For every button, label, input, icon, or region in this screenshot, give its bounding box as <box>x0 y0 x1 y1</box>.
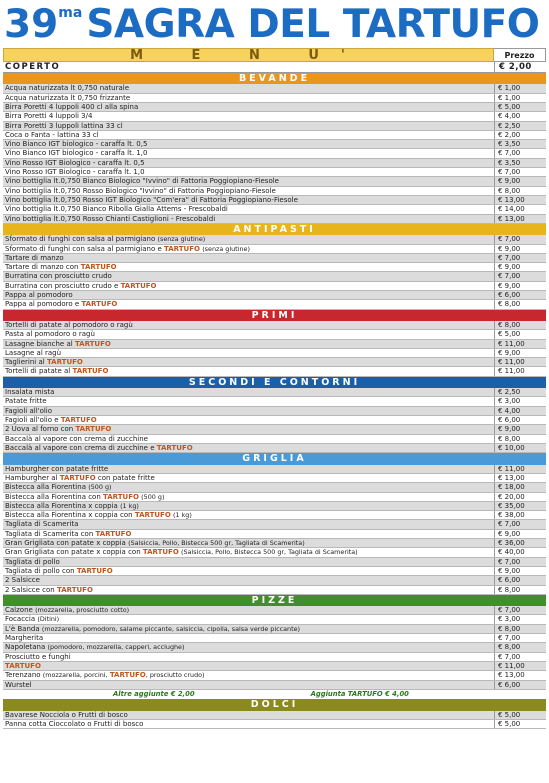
item-name: Calzone (mozzarella, prosciutto cotto) <box>5 606 130 615</box>
item-name: Bistecca alla Fiorentina con TARTUFO (500 g) <box>5 492 165 501</box>
item-name: Fagioli all'olio e TARTUFO <box>5 416 97 425</box>
item-name: Acqua naturizzata lt 0,750 naturale <box>5 84 130 93</box>
item-price: € 13,00 <box>494 474 546 482</box>
item-price: € 8,00 <box>494 300 546 308</box>
menu-item-row <box>3 643 546 652</box>
item-name: Margherita <box>5 634 44 643</box>
menu-item-row <box>3 576 546 585</box>
menu-item-row <box>3 416 546 425</box>
item-name: Lasagne bianche al TARTUFO <box>5 339 111 348</box>
item-price: € 7,00 <box>494 235 546 243</box>
extras-row <box>3 690 546 699</box>
item-price: € 35,00 <box>494 502 546 510</box>
menu-item-row <box>3 131 546 140</box>
menu-item-row <box>3 215 546 224</box>
menu-item-row <box>3 397 546 406</box>
item-name: Burratina con prosciutto crudo e TARTUFO <box>5 281 157 290</box>
item-price: € 9,00 <box>494 567 546 575</box>
item-name: Vino bottiglia lt.0,750 Bianco Biologico "Ivvino" di Fattoria Poggiopiano-Fiesole <box>5 177 279 186</box>
menu-item-row <box>3 159 546 168</box>
item-name: Terenzano (mozzarella, porcini, TARTUFO, prosciutto crudo) <box>5 671 205 680</box>
truffle-highlight: TARTUFO <box>74 339 111 348</box>
menu-item-row <box>3 272 546 281</box>
menu-sections <box>3 73 546 729</box>
item-name: 2 Uova al forno con TARTUFO <box>5 425 112 434</box>
menu-item-row <box>3 435 546 444</box>
menu-item-row <box>3 634 546 643</box>
menu-item-row <box>3 367 546 376</box>
menu-item-row <box>3 558 546 567</box>
item-name: Panna cotta Cioccolato o Frutti di bosco <box>5 719 144 728</box>
menu-item-row <box>3 681 546 690</box>
edition-superscript: ma <box>58 5 83 21</box>
item-price: € 18,00 <box>494 483 546 491</box>
menu-item-row <box>3 168 546 177</box>
item-name: Vino bottiglia lt.0,750 Rosso Biologico "Ivvino" di Fattoria Poggiopiano-Fiesole <box>5 186 276 195</box>
item-name: Sformato di funghi con salsa al parmigiano (senza glutine) <box>5 235 206 244</box>
menu-item-row <box>3 245 546 254</box>
menu-item-row <box>3 530 546 539</box>
item-name: Focaccia (Ditini) <box>5 615 60 624</box>
item-name: Fagioli all'olio <box>5 406 53 415</box>
item-name: Tagliata di pollo con TARTUFO <box>5 566 113 575</box>
truffle-highlight: TARTUFO <box>72 367 109 376</box>
item-price: € 8,00 <box>494 435 546 443</box>
menu-item-row <box>3 349 546 358</box>
truffle-highlight: TARTUFO <box>59 473 96 482</box>
item-name: Patate fritte <box>5 397 47 406</box>
item-price: € 9,00 <box>494 349 546 357</box>
menu-item-row <box>3 586 546 595</box>
item-price: € 9,00 <box>494 530 546 538</box>
item-price: € 5,00 <box>494 330 546 338</box>
menu-item-row <box>3 103 546 112</box>
item-name: 2 Salsicce con TARTUFO <box>5 585 93 594</box>
item-name: Bistecca alla Fiorentina (500 g) <box>5 483 112 492</box>
menu-item-row <box>3 625 546 634</box>
item-price: € 36,00 <box>494 539 546 547</box>
item-price: € 8,00 <box>494 586 546 594</box>
item-price: € 2,50 <box>494 388 546 396</box>
item-name: Bistecca alla Fiorentina x coppia (1 kg) <box>5 501 139 510</box>
truffle-highlight: TARTUFO <box>80 263 117 272</box>
menu-header-row <box>3 48 546 62</box>
menu-item-row <box>3 465 546 474</box>
item-price: € 3,50 <box>494 159 546 167</box>
item-name: Vino Rosso IGT Biologico - caraffa lt. 0,5 <box>5 158 145 167</box>
menu-item-row <box>3 606 546 615</box>
item-name: Vino Rosso IGT Biologico - caraffa lt. 1,0 <box>5 168 145 177</box>
item-price: € 13,00 <box>494 671 546 679</box>
item-note: (mozzarella, porcini, <box>42 671 108 680</box>
menu-item-row <box>3 196 546 205</box>
item-note: (mozzarella, pomodoro, salame piccante, salsiccia, cipolla, salsa verde piccante) <box>41 624 301 633</box>
item-note: (Salsiccia, Pollo, Bistecca 500 gr, Tagliata di Scamerita) <box>181 548 358 557</box>
item-price: € 3,00 <box>494 397 546 405</box>
item-name: Bistecca alla Fiorentina x coppia con TARTUFO (1 kg) <box>5 511 192 520</box>
menu-item-row <box>3 720 546 729</box>
menu-item-row <box>3 520 546 529</box>
item-price: € 10,00 <box>494 444 546 452</box>
menu-item-row <box>3 671 546 680</box>
page-title <box>0 0 549 48</box>
item-price: € 6,00 <box>494 291 546 299</box>
item-note: (pomodoro, mozzarella, capperi, acciughe) <box>47 643 185 652</box>
item-price: € 20,00 <box>494 493 546 501</box>
item-name: 2 Salsicce <box>5 576 40 585</box>
menu-item-row <box>3 300 546 309</box>
item-price: € 38,00 <box>494 511 546 519</box>
item-name: Bavarese Nocciola o Frutti di bosco <box>5 710 128 719</box>
item-price: € 6,00 <box>494 416 546 424</box>
section-header-secondi: SECONDI E CONTORNI <box>3 377 546 388</box>
item-name: Tagliata di Scamerita con TARTUFO <box>5 529 132 538</box>
item-name: Baccalà al vapore con crema di zucchine <box>5 434 148 443</box>
truffle-highlight: TARTUFO <box>46 358 83 367</box>
item-price: € 2,00 <box>494 131 546 139</box>
item-price: € 7,00 <box>494 520 546 528</box>
item-price: € 4,00 <box>494 407 546 415</box>
item-price: € 6,00 <box>494 681 546 689</box>
menu-item-row <box>3 425 546 434</box>
item-name: Coca o Fanta - lattina 33 cl <box>5 130 99 139</box>
item-note: (Salsiccia, Pollo, Bistecca 500 gr, Tagliata di Scamerita) <box>128 539 305 548</box>
section-header-primi: PRIMI <box>3 310 546 321</box>
item-name: Acqua naturizzata lt 0,750 frizzante <box>5 93 131 102</box>
extra-label-1: Altre aggiunte € 2,00 <box>113 689 195 698</box>
item-note: (500 g) <box>141 492 165 501</box>
item-note: (Ditini) <box>37 615 60 624</box>
menu-item-row <box>3 483 546 492</box>
truffle-highlight: TARTUFO <box>109 671 146 680</box>
item-name: Vino bottiglia lt.0,750 Rosso IGT Biologico "Com'era" di Fattoria Poggiopiano-Fiesole <box>5 195 298 204</box>
menu-item-row <box>3 511 546 520</box>
section-header-dolci: DOLCI <box>3 699 546 710</box>
menu-item-row <box>3 321 546 330</box>
menu-item-row <box>3 662 546 671</box>
truffle-highlight: TARTUFO <box>75 425 112 434</box>
item-price: € 7,00 <box>494 149 546 157</box>
item-note: (mozzarella, prosciutto cotto) <box>35 606 130 615</box>
menu-item-row <box>3 711 546 720</box>
section-header-pizze: PIZZE <box>3 595 546 606</box>
menu-item-row <box>3 474 546 483</box>
item-note: (senza glutine) <box>157 235 206 244</box>
item-name: Birra Poretti 3 luppoli lattina 33 cl <box>5 121 123 130</box>
item-price: € 3,50 <box>494 140 546 148</box>
truffle-highlight: TARTUFO <box>120 281 157 290</box>
menu-item-row <box>3 444 546 453</box>
item-price: € 8,00 <box>494 625 546 633</box>
truffle-highlight: TARTUFO <box>56 585 93 594</box>
item-price: € 6,00 <box>494 576 546 584</box>
item-name: Vino bottiglia lt.0,750 Bianco Ribolla Gialla Attems - Frescobaldi <box>5 205 228 214</box>
item-price: € 7,00 <box>494 558 546 566</box>
menu-item-row <box>3 340 546 349</box>
menu-item-row <box>3 94 546 103</box>
item-name: Baccalà al vapore con crema di zucchine e TARTUFO <box>5 443 193 452</box>
item-price: € 7,00 <box>494 653 546 661</box>
item-price: € 8,00 <box>494 321 546 329</box>
item-name: Birra Poretti 4 luppoli 400 cl alla spina <box>5 102 139 111</box>
item-name: Pasta al pomodoro o ragù <box>5 330 95 339</box>
item-name: Tartare di manzo <box>5 253 64 262</box>
item-price: € 5,00 <box>494 103 546 111</box>
item-price: € 7,00 <box>494 606 546 614</box>
coperto-price: € 2,00 <box>494 62 546 72</box>
menu-item-row <box>3 254 546 263</box>
menu-item-row <box>3 567 546 576</box>
menu-item-row <box>3 330 546 339</box>
item-price: € 11,00 <box>494 662 546 670</box>
truffle-highlight: TARTUFO <box>5 661 41 670</box>
item-price: € 11,00 <box>494 340 546 348</box>
menu-item-row <box>3 112 546 121</box>
item-name: Pappa al pomodoro <box>5 291 73 300</box>
menu-item-row <box>3 205 546 214</box>
item-note: (senza glutine) <box>202 244 250 253</box>
menu-table <box>3 48 546 729</box>
truffle-highlight: TARTUFO <box>81 300 118 309</box>
menu-item-row <box>3 291 546 300</box>
item-price: € 9,00 <box>494 425 546 433</box>
item-name: L'è Banda (mozzarella, pomodoro, salame piccante, salsiccia, cipolla, salsa verde piccante) <box>5 624 301 633</box>
item-price: € 8,00 <box>494 187 546 195</box>
truffle-highlight: TARTUFO <box>156 443 193 452</box>
item-name: Tartare di manzo con TARTUFO <box>5 263 117 272</box>
menu-item-row <box>3 122 546 131</box>
item-name: Birra Poretti 4 luppoli 3/4 <box>5 112 93 121</box>
item-name: Tortelli di patate al pomodoro o ragù <box>5 321 133 329</box>
item-price: € 1,00 <box>494 94 546 102</box>
menu-item-row <box>3 187 546 196</box>
item-note: (1 kg) <box>120 501 139 510</box>
section-header-bevande: BEVANDE <box>3 73 546 84</box>
menu-item-row <box>3 539 546 548</box>
menu-item-row <box>3 84 546 93</box>
menu-item-row <box>3 149 546 158</box>
item-price: € 2,50 <box>494 122 546 130</box>
item-name: Prosciutto e funghi <box>5 652 71 661</box>
item-name: Lasagne al ragù <box>5 348 62 357</box>
truffle-highlight: TARTUFO <box>142 548 179 557</box>
item-note: (500 g) <box>88 483 112 492</box>
menu-item-row <box>3 502 546 511</box>
item-price: € 5,00 <box>494 720 546 728</box>
item-name: Hamburgher al TARTUFO con patate fritte <box>5 473 155 482</box>
truffle-highlight: TARTUFO <box>164 244 200 253</box>
menu-item-row <box>3 263 546 272</box>
item-price: € 5,00 <box>494 711 546 719</box>
item-name: Tagliata di Scamerita <box>5 520 79 529</box>
item-name: Vino bottiglia lt.0,750 Rosso Chianti Castiglioni - Frescobaldi <box>5 214 216 223</box>
coperto-name: COPERTO <box>5 62 61 72</box>
menu-item-row <box>3 653 546 662</box>
event-title: SAGRA DEL TARTUFO <box>86 2 540 47</box>
section-header-antipasti: ANTIPASTI <box>3 224 546 235</box>
menu-item-row <box>3 282 546 291</box>
menu-item-row <box>3 407 546 416</box>
item-price: € 14,00 <box>494 205 546 213</box>
menu-item-row <box>3 615 546 624</box>
truffle-highlight: TARTUFO <box>134 511 171 520</box>
coperto-row <box>3 62 546 73</box>
truffle-highlight: TARTUFO <box>76 566 113 575</box>
item-price: € 11,00 <box>494 367 546 375</box>
extra-label-2: Aggiunta TARTUFO € 4,00 <box>310 689 409 698</box>
item-name: Tagliata di pollo <box>5 557 60 566</box>
item-name: Burratina con prosciutto crudo <box>5 272 112 281</box>
item-price: € 9,00 <box>494 263 546 271</box>
item-price: € 7,00 <box>494 254 546 262</box>
item-price: € 4,00 <box>494 112 546 120</box>
item-price: € 7,00 <box>494 634 546 642</box>
item-price: € 11,00 <box>494 465 546 473</box>
menu-item-row <box>3 177 546 186</box>
truffle-highlight: TARTUFO <box>95 529 132 538</box>
item-price: € 7,00 <box>494 272 546 280</box>
item-price: € 3,00 <box>494 615 546 623</box>
menu-item-row <box>3 493 546 502</box>
menu-label: M E N U' <box>3 48 494 62</box>
item-name: Pappa al pomodoro e TARTUFO <box>5 300 118 309</box>
item-name: Wurstel <box>5 680 32 689</box>
item-price: € 9,00 <box>494 282 546 290</box>
item-note-tail: , prosciutto crudo) <box>145 671 205 680</box>
item-name: Taglierini al TARTUFO <box>5 358 83 367</box>
item-price: € 9,00 <box>494 177 546 185</box>
item-name: Sformato di funghi con salsa al parmigiano e TARTUFO (senza glutine) <box>5 244 250 253</box>
section-header-griglia: GRIGLIA <box>3 453 546 464</box>
menu-item-row <box>3 388 546 397</box>
truffle-highlight: TARTUFO <box>60 416 97 425</box>
item-name: Napoletana (pomodoro, mozzarella, capperi, acciughe) <box>5 643 185 652</box>
menu-item-row <box>3 140 546 149</box>
item-price: € 40,00 <box>494 548 546 556</box>
item-price: € 1,00 <box>494 84 546 92</box>
item-price: € 8,00 <box>494 643 546 651</box>
edition-number: 39 <box>4 2 59 47</box>
item-price: € 11,00 <box>494 358 546 366</box>
truffle-highlight: TARTUFO <box>103 492 139 501</box>
item-price: € 7,00 <box>494 168 546 176</box>
menu-item-row <box>3 548 546 557</box>
menu-item-row <box>3 235 546 244</box>
item-price: € 13,00 <box>494 215 546 223</box>
item-note: (1 kg) <box>173 511 192 520</box>
item-name <box>3 662 494 670</box>
menu-item-row <box>3 358 546 367</box>
item-name: Tortelli di patate al TARTUFO <box>5 367 109 376</box>
item-name: Vino Bianco IGT biologico - caraffa lt. 1,0 <box>5 149 148 158</box>
item-name: Gran Grigliata con patate x coppia (Salsiccia, Pollo, Bistecca 500 gr, Tagliata di Scamerita) <box>5 539 305 548</box>
item-name: Hamburgher con patate fritte <box>5 464 109 473</box>
item-name: Insalata mista <box>5 388 55 397</box>
item-name: Gran Grigliata con patate x coppia con TARTUFO (Salsiccia, Pollo, Bistecca 500 gr, Tagliata di Scamerita) <box>5 548 358 557</box>
item-name: Vino Bianco IGT biologico - caraffa lt. 0,5 <box>5 140 148 149</box>
item-price: € 13,00 <box>494 196 546 204</box>
item-price: € 9,00 <box>494 245 546 253</box>
price-column-header: Prezzo <box>494 48 546 62</box>
